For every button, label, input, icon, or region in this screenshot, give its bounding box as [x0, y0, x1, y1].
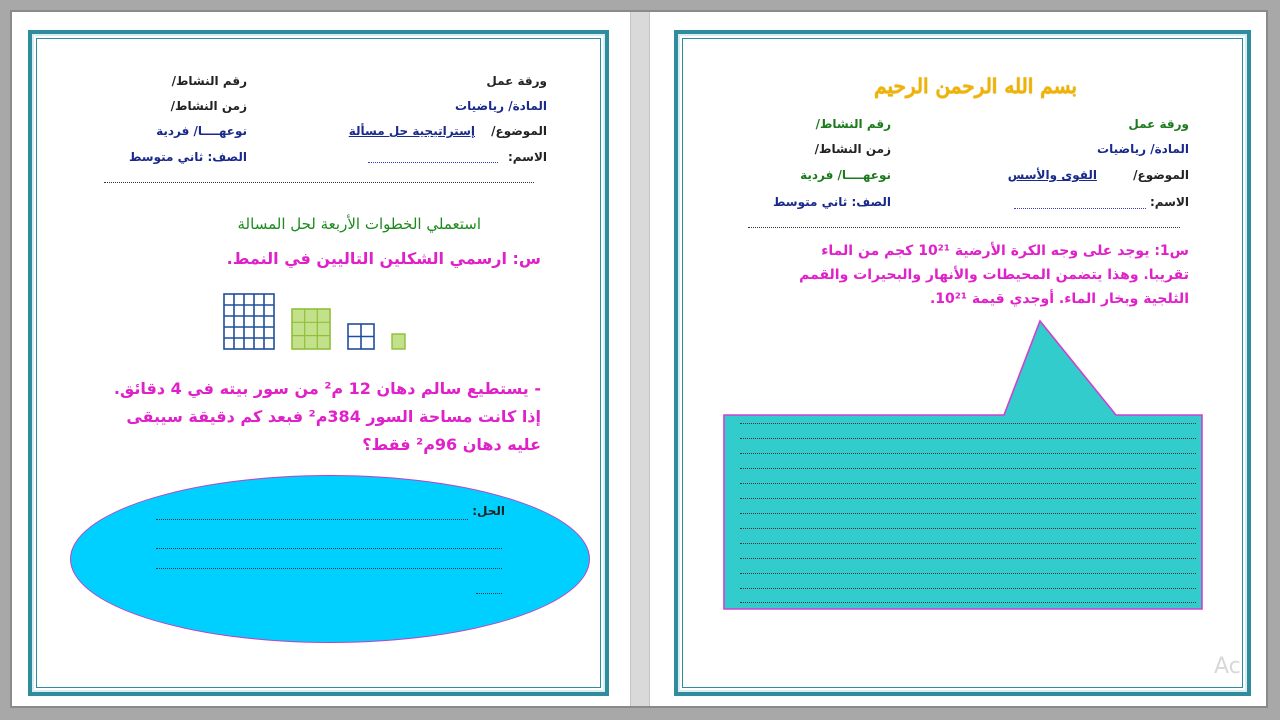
- solution-line-1[interactable]: [156, 519, 468, 520]
- activity-number-label: رقم النشاط/: [815, 117, 891, 131]
- name-field[interactable]: [1014, 208, 1146, 209]
- solution-label: الحل:: [472, 504, 505, 518]
- activity-type-label: نوعهــــا/ فردية: [156, 124, 247, 138]
- answer-line-7[interactable]: [740, 513, 1196, 514]
- activity-time-label: زمن النشاط/: [814, 142, 891, 156]
- answer-line-1[interactable]: [740, 423, 1196, 424]
- subject-label: المادة/ رياضيات: [1097, 142, 1189, 156]
- activity-type-label: نوعهــــا/ فردية: [800, 168, 891, 182]
- activity-time-label: زمن النشاط/: [170, 99, 247, 113]
- question-draw-pattern: س: ارسمي الشكلين التاليين في النمط.: [226, 249, 541, 268]
- name-label: الاسم:: [507, 150, 547, 164]
- answer-line-3[interactable]: [740, 453, 1196, 454]
- name-field[interactable]: [368, 162, 498, 163]
- answer-line-11[interactable]: [740, 573, 1196, 574]
- topic-label: الموضوع/: [491, 124, 547, 138]
- answer-line-12[interactable]: [740, 588, 1196, 589]
- answer-line-8[interactable]: [740, 528, 1196, 529]
- topic-value: إستراتيجية حل مسألة: [348, 124, 475, 138]
- question-painting-line3: عليه دهان 96م² فقط؟: [362, 435, 541, 454]
- answer-line-6[interactable]: [740, 498, 1196, 499]
- worksheet-label: ورقة عمل: [486, 74, 547, 88]
- answer-line-2[interactable]: [740, 438, 1196, 439]
- basmala-title: بسم الله الرحمن الرحيم: [874, 74, 1077, 98]
- grid-2x2: [348, 324, 374, 349]
- name-label: الاسم:: [1149, 195, 1189, 209]
- question-powers-line2: تقريبا. وهذا يتضمن المحيطات والأنهار والبحيرات والقمم: [799, 267, 1189, 283]
- answer-callout: [722, 317, 1222, 617]
- answer-line-4[interactable]: [740, 468, 1196, 469]
- topic-value: القوى والأسس: [1007, 168, 1097, 182]
- activity-number-label: رقم النشاط/: [171, 74, 247, 88]
- grid-5x5: [224, 294, 274, 349]
- solution-line-4[interactable]: [476, 593, 502, 594]
- answer-line-9[interactable]: [740, 543, 1196, 544]
- grade-label: الصف: ثاني متوسط: [128, 150, 247, 164]
- answer-line-10[interactable]: [740, 558, 1196, 559]
- header-divider: [748, 227, 1180, 228]
- worksheet-label: ورقة عمل: [1128, 117, 1189, 131]
- grade-label: الصف: ثاني متوسط: [772, 195, 891, 209]
- activation-watermark: Ac: [1214, 654, 1241, 679]
- question-powers-line3: الثلجية وبخار الماء. أوجدي قيمة 10²¹.: [929, 291, 1189, 307]
- page-gutter: [630, 12, 650, 706]
- grid-3x3-green: [292, 309, 330, 349]
- grid-1x1-green: [392, 334, 405, 349]
- right-page: [674, 30, 1251, 696]
- question-painting-line1: - يستطيع سالم دهان 12 م² من سور بيته في 4 دقائق.: [113, 379, 541, 398]
- section-title: استعملي الخطوات الأربعة لحل المسالة: [237, 215, 481, 233]
- solution-line-3[interactable]: [156, 568, 502, 569]
- left-page: [28, 30, 609, 696]
- pattern-shapes: [222, 292, 422, 354]
- question-powers-line1: س1: يوجد على وجه الكرة الأرضية 10²¹ كجم من الماء: [821, 243, 1189, 259]
- header-divider: [104, 182, 534, 183]
- solution-line-2[interactable]: [156, 548, 502, 549]
- subject-label: المادة/ رياضيات: [455, 99, 547, 113]
- topic-label: الموضوع/: [1133, 168, 1189, 182]
- answer-line-13[interactable]: [740, 602, 1196, 603]
- answer-line-5[interactable]: [740, 483, 1196, 484]
- question-painting-line2: إذا كانت مساحة السور 384م² فبعد كم دقيقة سيبقى: [126, 407, 541, 426]
- solution-ellipse: [70, 475, 590, 643]
